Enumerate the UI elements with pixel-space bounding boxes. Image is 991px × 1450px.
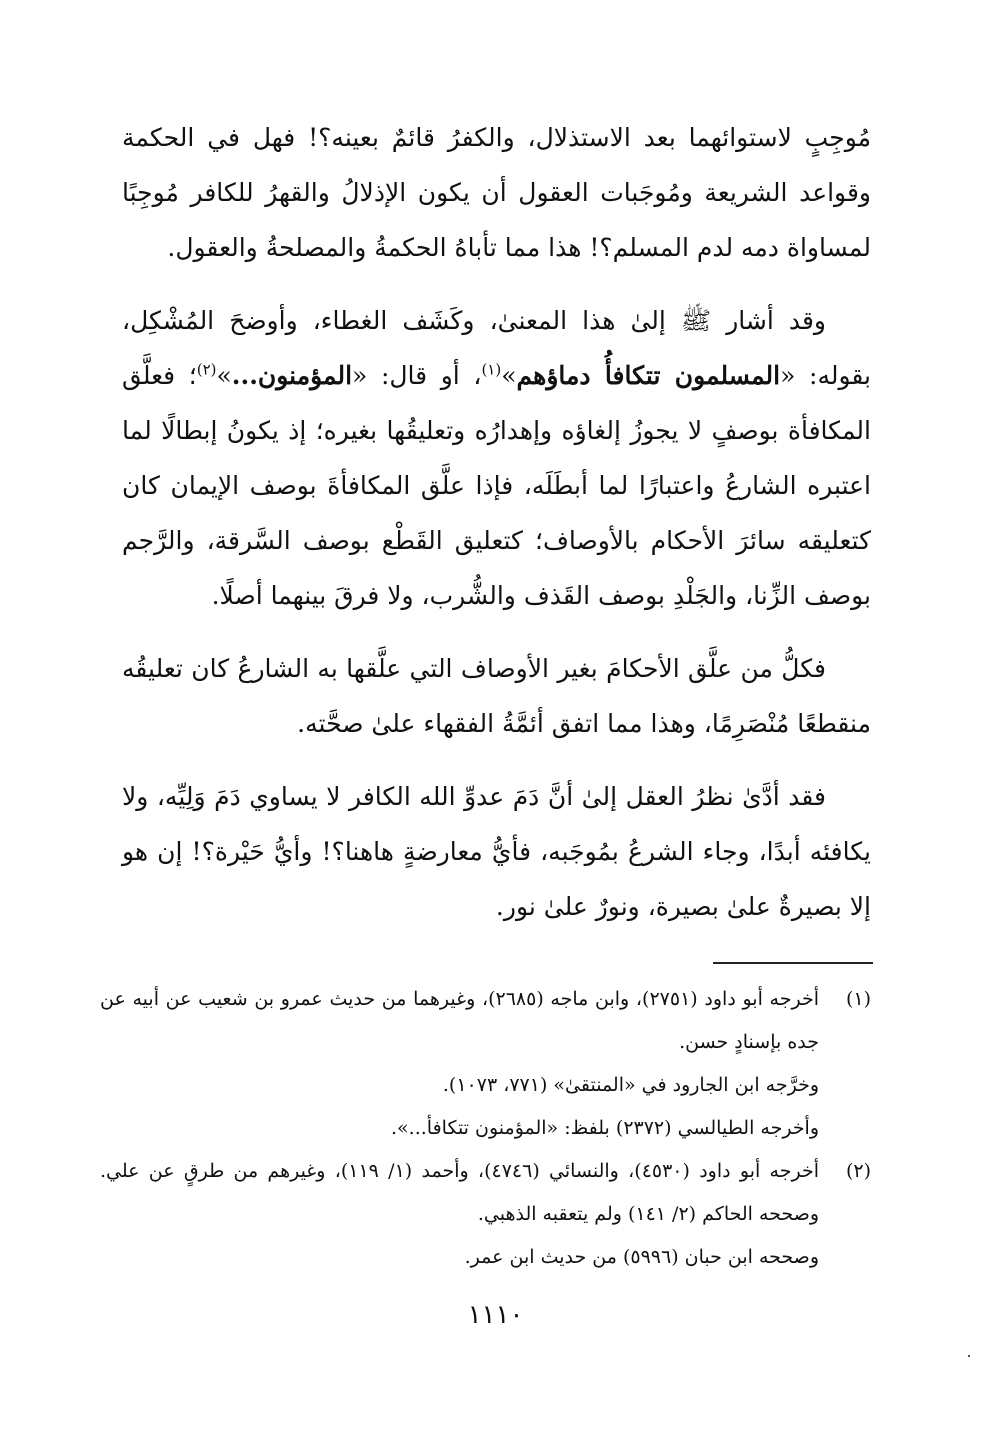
footnote-2-line-1: أخرجه أبو داود (٤٥٣٠)، والنسائي (٤٧٤٦)، وأحمد (١/ ١١٩)، وغيرهم من طرقٍ عن علي. وصححه الحاكم (٢/ ١٤١) ولم يتعقبه الذهبي. (100, 1160, 819, 1225)
page-number: ١١١٠ (467, 1300, 524, 1330)
footnotes (100, 978, 871, 1279)
hadith-quote-2: المؤمنون... (231, 361, 353, 390)
footnote-1-number: (١) (845, 988, 871, 1010)
paragraph-2-text-e: ؛ فعلَّق المكافأة بوصفٍ لا يجوزُ إلغاؤه وإهدارُه وتعليقُها بغيره؛ إذ يكونُ إبطالًا لما اعتبره الشارعُ واعتبارًا لما أبطَلَه، فإذا علَّق المكافأةَ بوصف الإيمان كان كتعليقه سائرَ الأحكام بالأوصاف؛ كتعليق القَطْع بوصف السَّرقة، والرَّجم بوصف الزِّنا، والجَلْدِ بوصف القَذف والشُّرب، ولا فرقَ بينهما أصلًا. (122, 361, 871, 610)
paragraph-4: فقد أدَّىٰ نظرُ العقل إلىٰ أنَّ دَمَ عدوِّ الله الكافر لا يساوي دَمَ وَلِيِّه، ولا يكافئه أبدًا، وجاء الشرعُ بمُوجَبه، فأيُّ معارضةٍ هاهنا؟! وأيُّ حَيْرة؟! إن هو إلا بصيرةٌ علىٰ بصيرة، ونورٌ علىٰ نور. (122, 782, 871, 921)
paragraph-3: فكلُّ من علَّق الأحكامَ بغير الأوصاف التي علَّقها به الشارعُ كان تعليقُه منقطعًا مُنْصَرِمًا، وهذا مما اتفق أئمَّةُ الفقهاء علىٰ صحَّته. (122, 654, 871, 738)
hadith-quote-1: المسلمون تتكافأُ دماؤهم (516, 361, 781, 390)
footnote-1 (100, 978, 871, 1150)
footnote-ref-2[interactable]: (٢) (196, 360, 217, 379)
scan-speck (968, 1355, 970, 1357)
footnote-2 (100, 1150, 871, 1279)
footnote-1-line-3: وأخرجه الطيالسي (٢٣٧٢) بلفظ: «المؤمنون تتكافأ...». (391, 1117, 819, 1139)
paragraph-2-text-c: ، أو قال: « (352, 361, 482, 390)
paragraph-2-text-a: وقد أشار ﷺ إلىٰ هذا المعنىٰ، وكَشَف الغطاء، وأوضحَ المُشْكِل، بقوله: « (122, 306, 871, 390)
footnote-1-line-2: وخرَّجه ابن الجارود في «المنتقىٰ» (٧٧١، ١٠٧٣). (442, 1074, 819, 1096)
footnote-ref-1[interactable]: (١) (481, 360, 502, 379)
footnote-1-line-1: أخرجه أبو داود (٢٧٥١)، وابن ماجه (٢٦٨٥)، وغيرهما من حديث عمرو بن شعيب عن أبيه عن جده بإسنادٍ حسن. (100, 988, 819, 1053)
paragraph-1: مُوجِبٍ لاستوائهما بعد الاستذلال، والكفرُ قائمٌ بعينه؟! فهل في الحكمة وقواعد الشريعة ومُوجَبات العقول أن يكون الإذلالُ والقهرُ للكافر مُوجِبًا لمساواة دمه لدم المسلم؟! هذا مما تأباهُ الحكمةُ والمصلحةُ والعقول. (122, 123, 871, 262)
main-text (122, 110, 871, 952)
paragraph-2 (122, 293, 871, 623)
footnote-divider (713, 962, 873, 964)
footnote-2-line-2: وصححه ابن حبان (٥٩٩٦) من حديث ابن عمر. (464, 1246, 819, 1268)
paragraph-2-text-d: » (216, 361, 232, 390)
paragraph-2-text-b: » (501, 361, 517, 390)
footnote-2-number: (٢) (845, 1160, 871, 1182)
